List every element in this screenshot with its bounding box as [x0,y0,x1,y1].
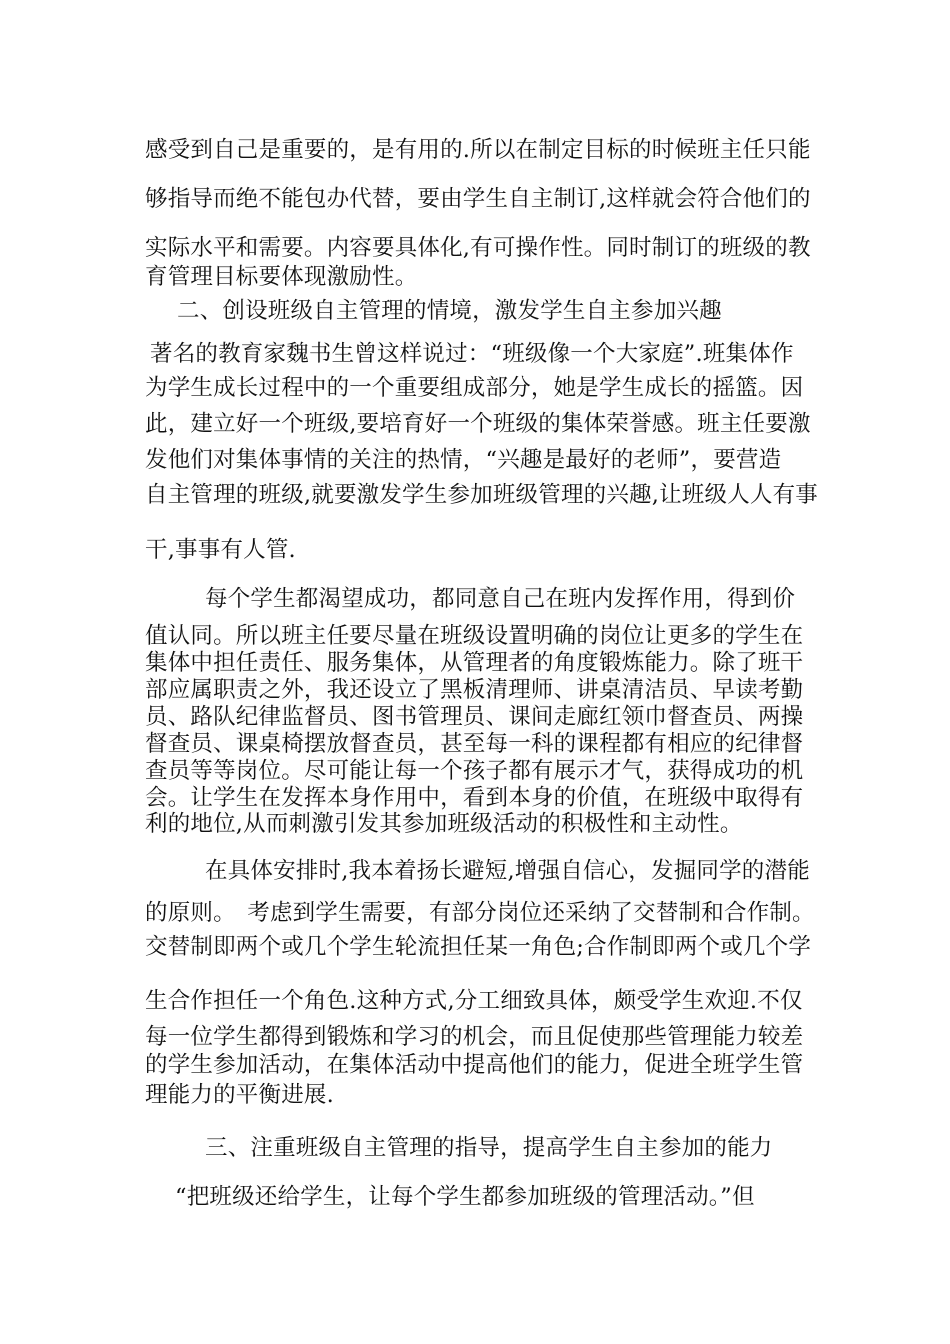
text-line: 每一位学生都得到锻炼和学习的机会，而且促使那些管理能力较差 [145,1024,804,1050]
text-line: 每个学生都渴望成功，都同意自己在班内发挥作用，得到价 [205,586,796,612]
text-line: 会。让学生在发挥本身作用中，看到本身的价值，在班级中取得有 [145,785,804,811]
text-line: 实际水平和需要。内容要具体化,有可操作性。同时制订的班级的教 [145,235,811,261]
text-line: 育管理目标要体现激励性。 [145,264,418,290]
text-line: 生合作担任一个角色.这种方式,分工细致具体，颇受学生欢迎.不仅 [145,988,803,1014]
text-line: “把班级还给学生，让每个学生都参加班级的管理活动。”但 [175,1184,755,1210]
text-line: 发他们对集体事情的关注的热情，“兴趣是最好的老师”，要营造 [145,447,782,473]
text-line: 感受到自己是重要的，是有用的.所以在制定目标的时候班主任只能 [145,137,811,163]
text-line: 干,事事有人管. [145,537,296,563]
text-line: 够指导而绝不能包办代替，要由学生自主制订,这样就会符合他们的 [145,186,811,212]
text-line: 理能力的平衡进展. [145,1082,334,1108]
text-line: 集体中担任责任、服务集体，从管理者的角度锻炼能力。除了班干 [145,650,804,676]
text-line: 著名的教育家魏书生曾这样说过：“班级像一个大家庭”.班集体作 [150,341,794,367]
text-line: 自主管理的班级,就要激发学生参加班级管理的兴趣,让班级人人有事 [145,482,819,508]
text-line: 督查员、课桌椅摆放督查员，甚至每一科的课程都有相应的纪律督 [145,731,804,757]
section-heading: 三、注重班级自主管理的指导，提高学生自主参加的能力 [205,1135,773,1161]
text-line: 此，建立好一个班级,要培育好一个班级的集体荣誉感。班主任要激 [145,411,811,437]
text-line: 交替制即两个或几个学生轮流担任某一角色;合作制即两个或几个学 [145,934,812,960]
text-line: 查员等等岗位。尽可能让每一个孩子都有展示才气，获得成功的机 [145,758,804,784]
section-heading: 二、创设班级自主管理的情境，激发学生自主参加兴趣 [177,298,722,324]
text-line: 员、路队纪律监督员、图书管理员、课间走廊红领巾督查员、两操 [145,704,804,730]
text-line: 为学生成长过程中的一个重要组成部分，她是学生成长的摇篮。因 [145,375,804,401]
text-line: 的学生参加活动，在集体活动中提高他们的能力，促进全班学生管 [145,1052,804,1078]
text-line: 的原则。 考虑到学生需要，有部分岗位还采纳了交替制和合作制。 [145,900,815,926]
text-line: 利的地位,从而刺激引发其参加班级活动的积极性和主动性。 [145,811,743,837]
text-line: 部应属职责之外，我还设立了黑板清理师、讲桌清洁员、早读考勤 [145,677,804,703]
text-line: 在具体安排时,我本着扬长避短,增强自信心，发掘同学的潜能 [205,858,810,884]
text-line: 值认同。所以班主任要尽量在班级设置明确的岗位让更多的学生在 [145,623,804,649]
